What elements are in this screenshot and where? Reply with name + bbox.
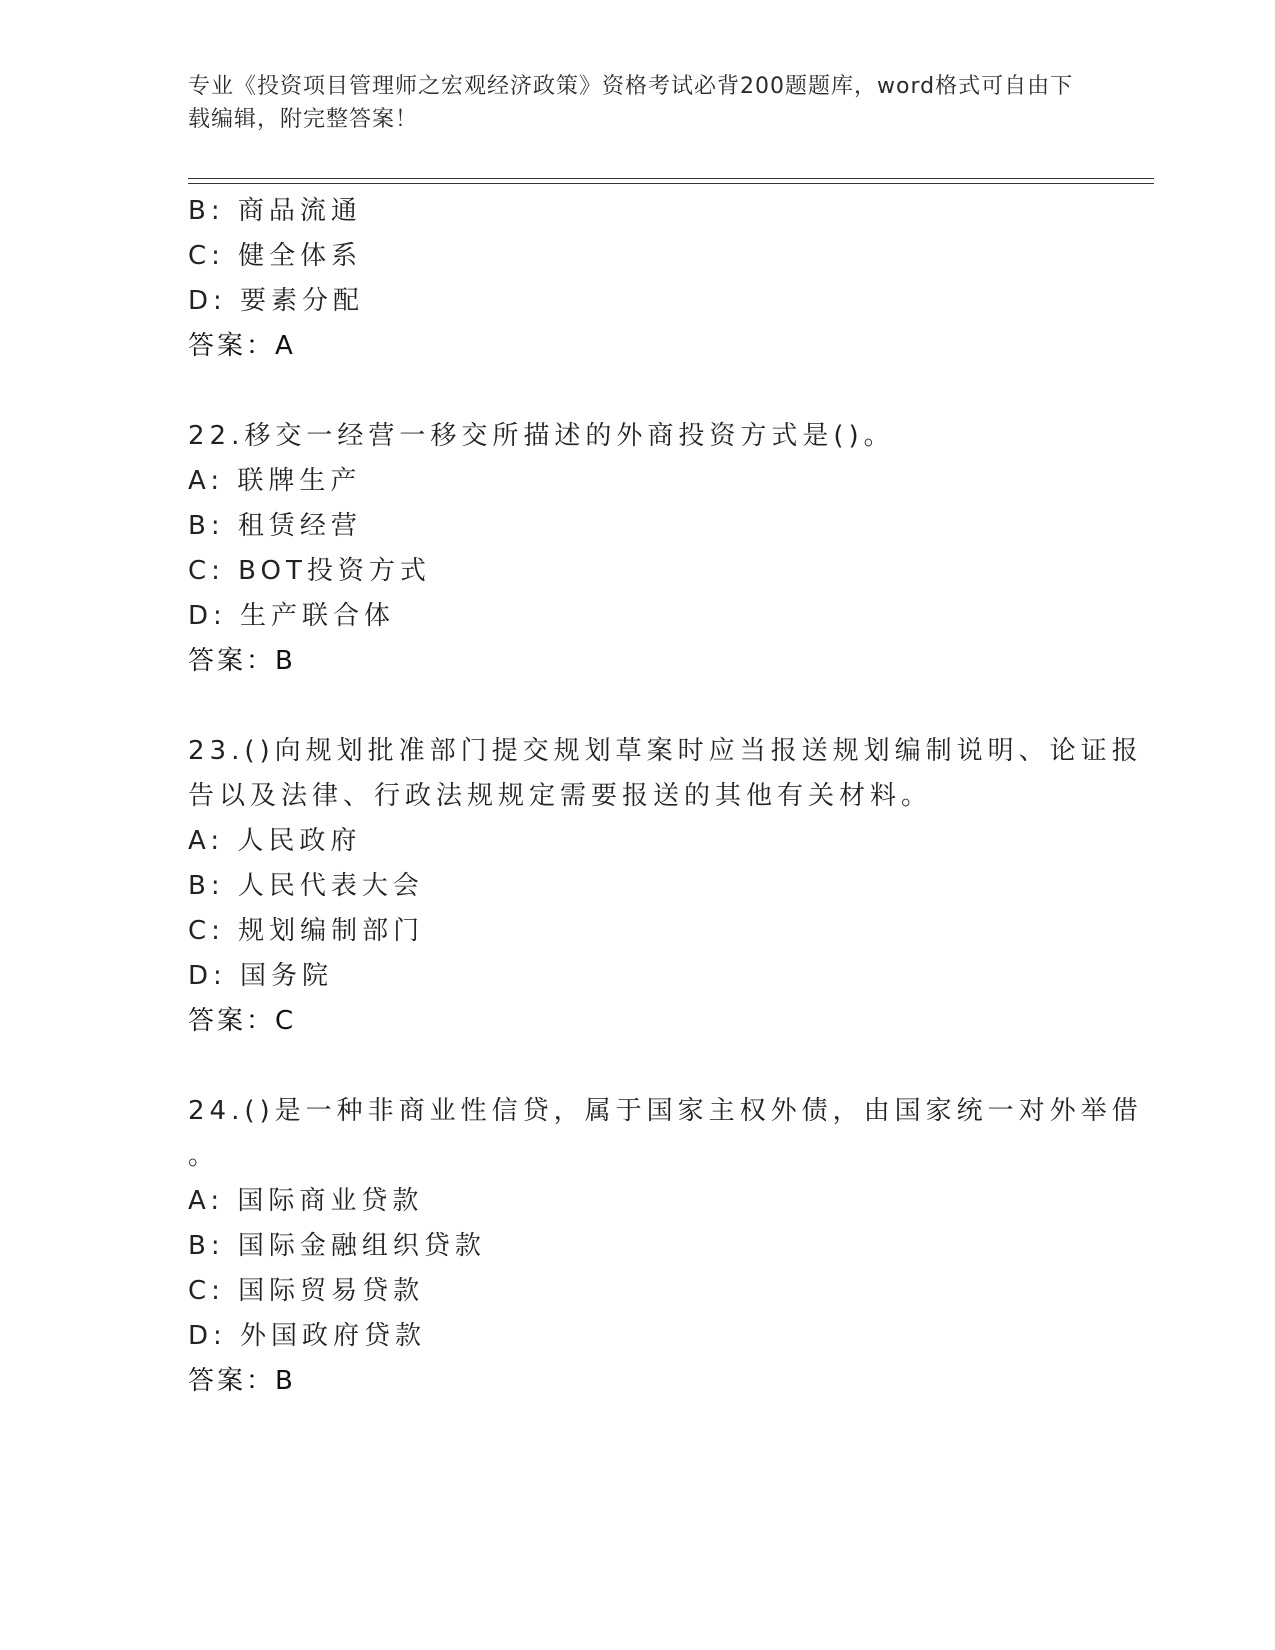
q24-option-a: A: 国际商业贷款	[188, 1186, 424, 1216]
q23-option-c: C: 规划编制部门	[188, 916, 425, 946]
q21-option-b: B: 商品流通	[188, 196, 362, 226]
q23-question-line2: 告以及法律、行政法规规定需要报送的其他有关材料。	[188, 781, 933, 811]
q24-option-b: B: 国际金融组织贷款	[188, 1231, 486, 1261]
q22-question: 22.移交一经营一移交所描述的外商投资方式是()。	[188, 421, 895, 451]
q23-question-line1: 23.()向规划批准部门提交规划草案时应当报送规划编制说明、论证报	[188, 736, 1143, 766]
q21-option-d: D: 要素分配	[188, 286, 365, 316]
q24-question-line1: 24.()是一种非商业性信贷，属于国家主权外债，由国家统一对外举借	[188, 1096, 1143, 1126]
q24-option-c: C: 国际贸易贷款	[188, 1276, 425, 1306]
document-header: 专业《投资项目管理师之宏观经济政策》资格考试必背200题题库，word格式可自由下载编辑，附完整答案！	[188, 74, 1074, 132]
q21-answer: 答案：A	[188, 331, 296, 361]
q22-option-a: A: 联牌生产	[188, 466, 362, 496]
q23-answer: 答案：C	[188, 1006, 297, 1036]
q24-option-d: D: 外国政府贷款	[188, 1321, 427, 1351]
q23-option-b: B: 人民代表大会	[188, 871, 424, 901]
q24-answer: 答案：B	[188, 1366, 296, 1396]
q22-option-c: C: BOT投资方式	[188, 556, 431, 586]
q22-option-d: D: 生产联合体	[188, 601, 396, 631]
q22-option-b: B: 租赁经营	[188, 511, 362, 541]
header-divider	[188, 178, 1154, 184]
q23-option-d: D: 国务院	[188, 961, 334, 991]
q21-option-c: C: 健全体系	[188, 241, 363, 271]
q23-option-a: A: 人民政府	[188, 826, 362, 856]
q22-answer: 答案：B	[188, 646, 296, 676]
q24-question-line2: 。	[188, 1141, 220, 1171]
